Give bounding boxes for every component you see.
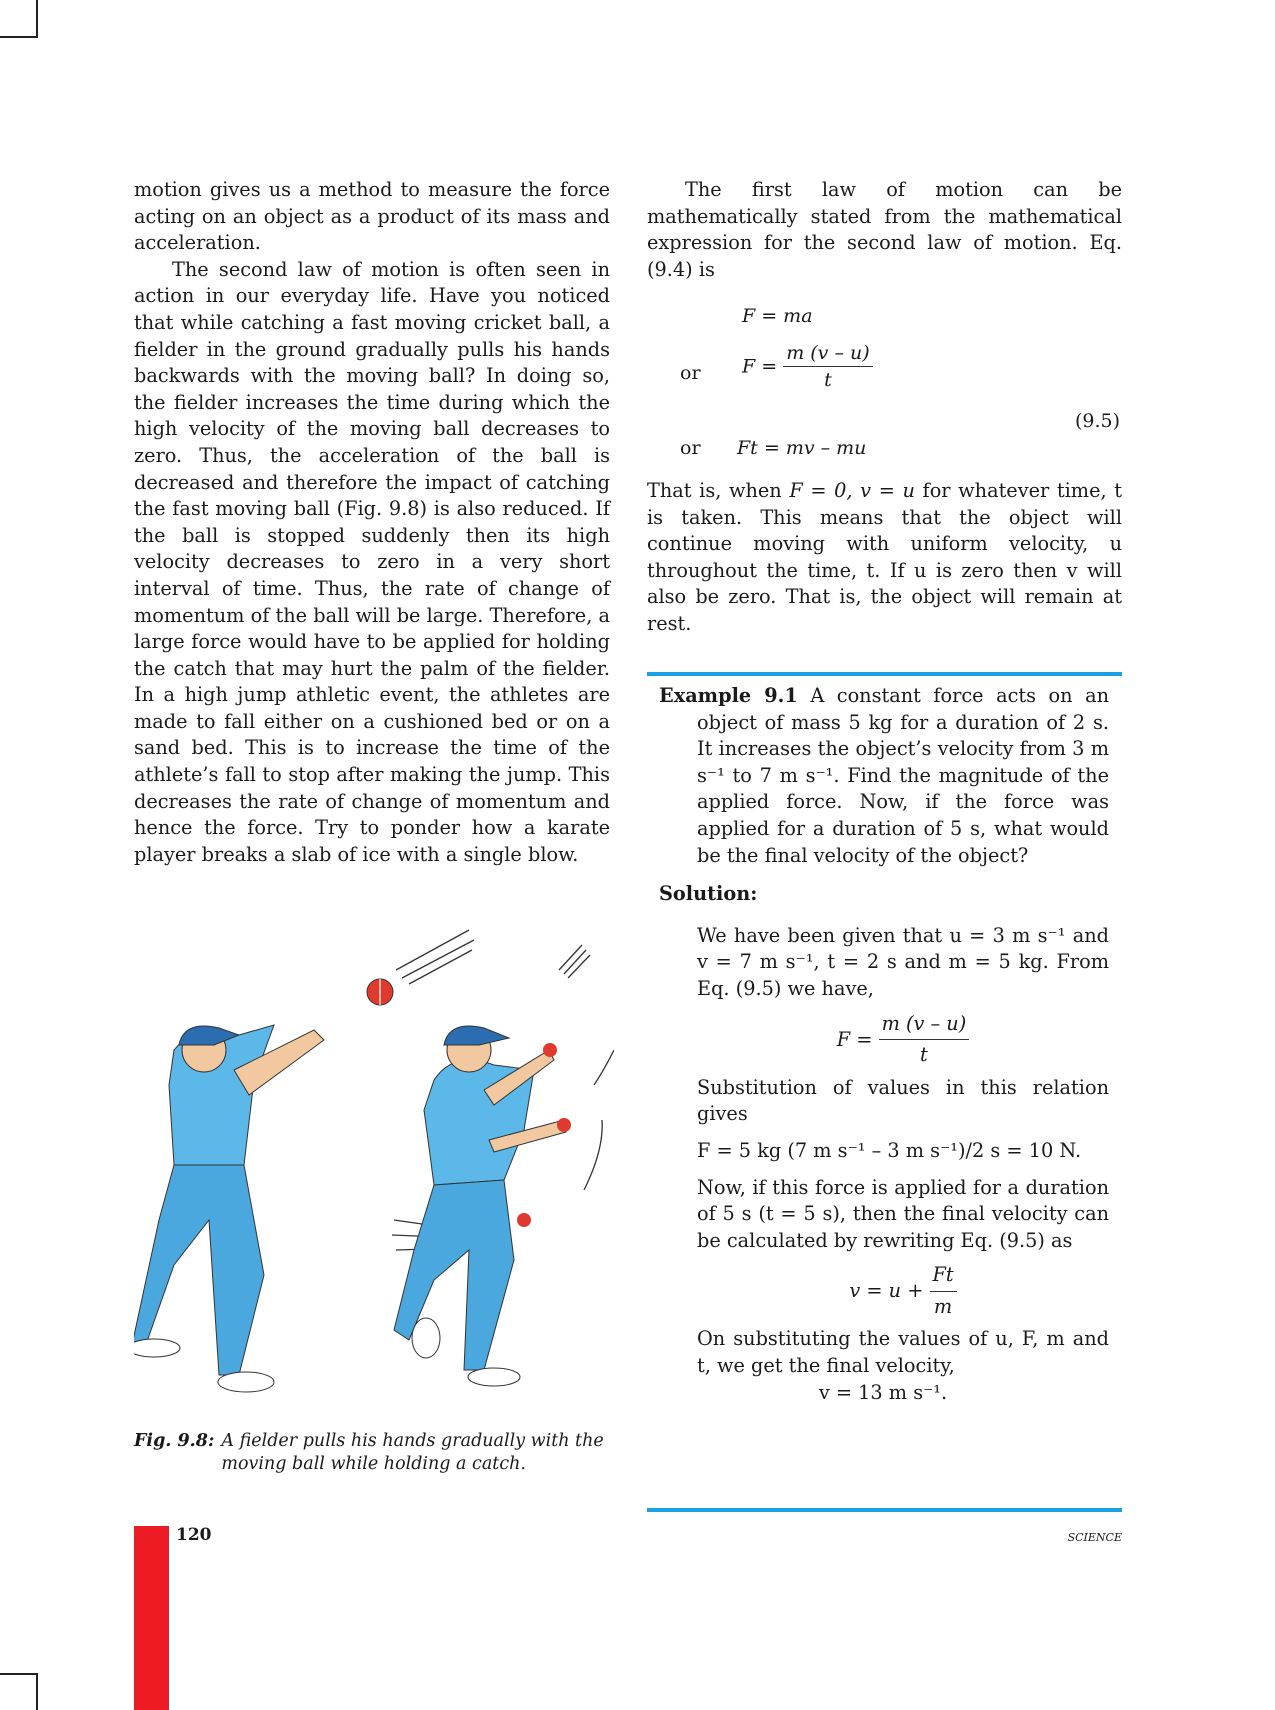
crop-mark [0, 1673, 38, 1675]
figure-caption-text: A fielder pulls his hands gradually with the moving ball while holding a catch. [221, 1431, 604, 1474]
intro-paragraph: The first law of motion can be mathematically stated from the mathematical expression for the second law of motion. Eq. (9.4) is [647, 178, 1122, 281]
denominator: m [933, 1294, 953, 1318]
text: for whatever time, t is taken. This means that the object will continue moving with uniform velocity, u throughout the time, t. If u is zero then v will also be zero. That is, the object will remain at rest. [647, 479, 1122, 635]
example-text: A constant force acts on an object of mass 5 kg for a duration of 2 s. It increases the object’s velocity from 3 m s⁻¹ to 7 m s⁻¹. Find the magnitude of the applied force. Now, if the force was applied for a duration of 5 s, what would be the final velocity of the object? [697, 684, 1109, 867]
left-column [134, 177, 610, 868]
numerator: Ft [930, 1262, 957, 1292]
equation-lhs: F = [836, 1027, 873, 1051]
substitution-final-text: On substituting the values of u, F, m and t, we get the final velocity, [697, 1327, 1109, 1378]
numerator: m (v – u) [783, 342, 872, 367]
example-label: Example 9.1 [659, 684, 798, 707]
fraction [783, 342, 872, 391]
equation-number: (9.5) [1075, 410, 1121, 432]
force-result: F = 5 kg (7 m s⁻¹ – 3 m s⁻¹)/2 s = 10 N. [697, 1138, 1082, 1162]
page-number: 120 [176, 1525, 212, 1545]
figure-caption-label: Fig. 9.8: [134, 1431, 215, 1451]
example-bottom-rule [647, 1508, 1122, 1512]
fielder-left [134, 1025, 324, 1392]
example-top-rule [647, 672, 1122, 676]
book-title: science [1067, 1527, 1122, 1545]
now-text: Now, if this force is applied for a duration of 5 s (t = 5 s), then the final velocity can be calculated by rewriting Eq. (9.5) as [697, 1175, 1109, 1252]
fraction [930, 1262, 957, 1320]
fraction [879, 1011, 970, 1069]
force-equation [697, 1011, 1109, 1069]
final-velocity: v = 13 m s⁻¹. [818, 1380, 948, 1404]
denominator: t [824, 369, 832, 391]
example-box [659, 683, 1109, 1406]
fielder-right [394, 1026, 571, 1386]
equation-lhs: F = [742, 355, 778, 378]
crop-mark [36, 0, 38, 37]
figure-caption [134, 1430, 610, 1476]
or-label: or [680, 437, 701, 459]
equation-f-fraction [742, 342, 873, 391]
page-tab [134, 1526, 169, 1710]
or-label: or [680, 362, 701, 384]
solution-label: Solution: [659, 882, 758, 906]
text: That is, when [647, 479, 790, 502]
given-text: We have been given that u = 3 m s⁻¹ and v = 7 m s⁻¹, t = 2 s and m = 5 kg. From Eq. (9.5) we have, [697, 923, 1109, 1000]
conclusion-paragraph [647, 478, 1122, 638]
substitution-text: Substitution of values in this relation gives [697, 1075, 1109, 1126]
equation-lhs: v = u + [849, 1279, 924, 1303]
crop-mark [36, 1673, 38, 1710]
paragraph: motion gives us a method to measure the force acting on an object as a product of its mass and acceleration. [134, 178, 610, 255]
paragraph: The second law of motion is often seen in action in our everyday life. Have you noticed that while catching a fast moving cricket ball, a fielder in the ground gradually pulls his hands backwards with the moving ball? In doing so, the fielder increases the time during which the high velocity of the moving ball decreases to zero. Thus, the acceleration of the ball is decreased and therefore the impact of catching the fast moving ball (Fig. 9.8) is also reduced. If the ball is stopped suddenly then its high velocity decreases to zero in a very short interval of time. Thus, the rate of change of momentum of the ball will be large. Therefore, a large force would have to be applied for holding the catch that may hurt the palm of the fielder. In a high jump athletic event, the athletes are made to fall either on a cushioned bed or on a sand bed. This is to increase the time of the athlete’s fall to stop after making the jump. This decreases the rate of change of momentum and hence the force. Try to ponder how a karate player breaks a slab of ice with a single blow. [134, 257, 610, 866]
fielder-illustration [134, 920, 614, 1400]
equation-f-ma: F = ma [742, 305, 813, 327]
numerator: m (v – u) [879, 1011, 970, 1041]
denominator: t [920, 1043, 928, 1067]
text: F = 0, v = u [789, 479, 915, 502]
crop-mark [0, 36, 38, 38]
equation-impulse: Ft = mv – mu [737, 437, 867, 459]
velocity-equation [697, 1262, 1109, 1320]
